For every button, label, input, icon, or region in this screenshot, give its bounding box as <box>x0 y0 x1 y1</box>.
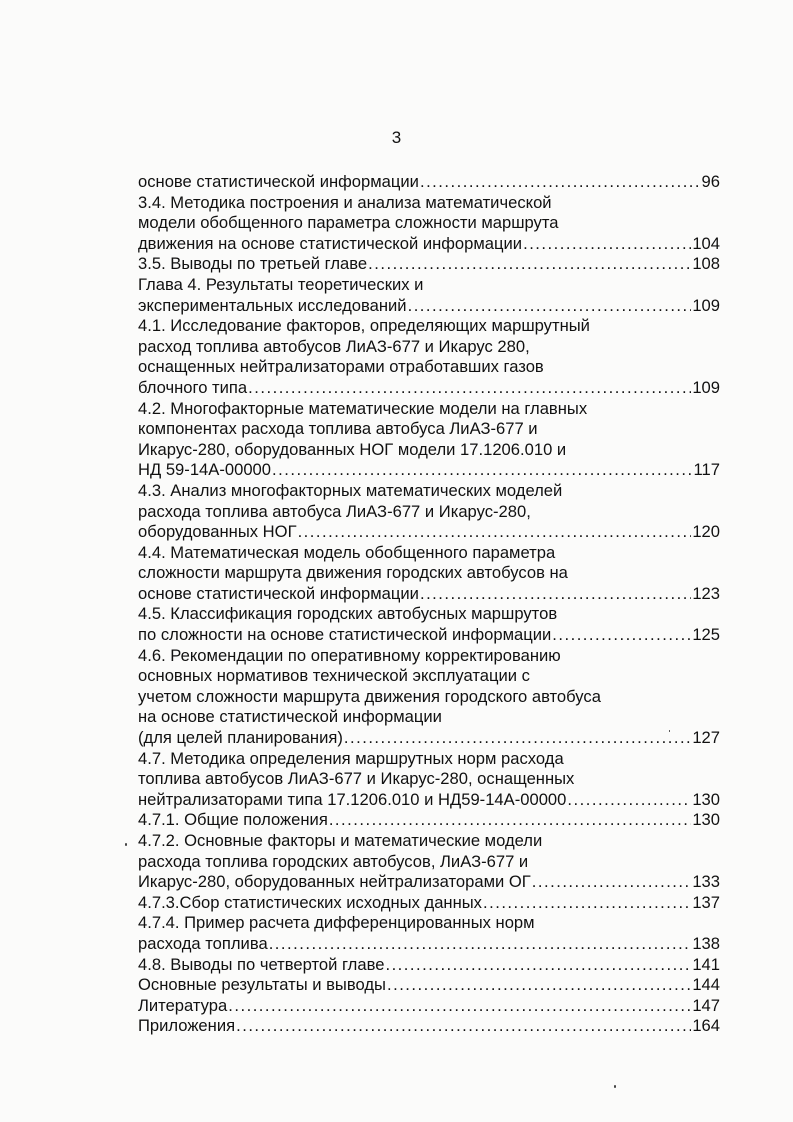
toc-entry-text: блочного типа <box>138 377 248 397</box>
toc-entry-last-line <box>138 810 720 831</box>
toc-entry-text: основе статистической информации <box>138 583 419 603</box>
toc-entry-text: 3.5. Выводы по третьей главе <box>138 254 368 274</box>
toc-entry-line <box>138 481 720 502</box>
toc-entry-line <box>138 563 720 584</box>
toc-entry-line <box>138 440 720 461</box>
toc-entry-last-line <box>138 234 720 255</box>
toc-entry <box>138 172 720 193</box>
toc-entry-text: оборудованных НОГ <box>138 522 297 542</box>
toc-entry-last-line <box>138 296 720 317</box>
toc-entry <box>138 399 720 481</box>
toc-entry-line <box>138 604 720 625</box>
toc-page-number: 117 <box>693 460 720 480</box>
toc-entry <box>138 604 720 645</box>
toc-entry-last-line <box>138 1016 720 1037</box>
toc-entry-line <box>138 502 720 523</box>
toc-page-number: 109 <box>692 377 720 397</box>
toc-leader-dots <box>420 584 691 605</box>
toc-page-number: 96 <box>701 172 720 191</box>
toc-entry-last-line <box>138 934 720 955</box>
toc-leader-dots <box>344 728 691 749</box>
toc-entry-last-line <box>138 254 720 275</box>
toc-leader-dots <box>236 1016 691 1037</box>
toc-entry-line <box>138 337 720 358</box>
toc-entry <box>138 893 720 914</box>
toc-entry-text: 4.2. Многофакторные математические модели на главных <box>138 398 588 418</box>
toc-entry-last-line <box>138 790 720 811</box>
toc-entry-text: экспериментальных исследований <box>138 295 407 315</box>
toc-entry <box>138 955 720 976</box>
toc-entry-line <box>138 316 720 337</box>
toc-leader-dots <box>387 975 691 996</box>
toc-entry <box>138 316 720 398</box>
toc-entry-last-line <box>138 955 720 976</box>
toc-entry-line <box>138 357 720 378</box>
toc-page-number: 164 <box>692 1016 720 1036</box>
toc-entry-text: Приложения <box>138 1016 236 1036</box>
toc-page-number: 108 <box>692 254 720 274</box>
toc-entry-last-line <box>138 378 720 399</box>
toc-entry-line <box>138 213 720 234</box>
toc-entry-line <box>138 707 720 728</box>
toc-page-number: 130 <box>692 810 720 830</box>
toc-entry-last-line <box>138 893 720 914</box>
toc-entry-text: 3.4. Методика построения и анализа математической <box>138 192 552 212</box>
toc-page-number: 127 <box>692 728 720 748</box>
toc-entry-last-line <box>138 460 720 481</box>
toc-entry-text: 4.4. Математическая модель обобщенного параметра <box>138 542 556 562</box>
toc-entry-text: модели обобщенного параметра сложности маршрута <box>138 213 559 233</box>
toc-entry-line <box>138 913 720 934</box>
toc-entry-text: 4.7.4. Пример расчета дифференцированных норм <box>138 913 535 933</box>
toc-entry-text: (для целей планирования) <box>138 728 343 748</box>
toc-entry <box>138 254 720 275</box>
toc-leader-dots <box>298 522 692 543</box>
toc-entry-text: расхода топлива <box>138 933 268 953</box>
scan-speck <box>614 1085 616 1088</box>
toc-entry-line <box>138 193 720 214</box>
toc-entry-text: Основные результаты и выводы <box>138 975 386 995</box>
toc-entry-text: движения на основе статистической информации <box>138 233 523 253</box>
toc-page-number: 137 <box>692 892 720 912</box>
toc-entry-text: Икарус-280, оборудованных НОГ модели 17.1206.010 и <box>138 439 567 459</box>
toc-entry <box>138 810 720 831</box>
toc-entry <box>138 749 720 811</box>
toc-entry-line <box>138 543 720 564</box>
toc-entry-line <box>138 769 720 790</box>
toc-page-number: 109 <box>692 295 720 315</box>
toc-entry-text: 4.7. Методика определения маршрутных норм расхода <box>138 748 564 768</box>
toc-entry-last-line <box>138 996 720 1017</box>
toc-page-number: 133 <box>692 872 720 892</box>
toc-entry <box>138 913 720 954</box>
toc-entry-text: по сложности на основе статистической информации <box>138 625 552 645</box>
toc-entry-text: нейтрализаторами типа 17.1206.010 и НД59-14А-00000 <box>138 789 567 809</box>
scan-speck <box>125 843 127 846</box>
toc-entry-last-line <box>138 522 720 543</box>
toc-page-number: 147 <box>692 995 720 1015</box>
toc-entry-last-line <box>138 625 720 646</box>
toc-entry-text: расход топлива автобусов ЛиАЗ-677 и Икарус 280, <box>138 336 530 356</box>
toc-entry-text: 4.7.3.Сбор статистических исходных данных <box>138 892 482 912</box>
toc-entry-line <box>138 275 720 296</box>
toc-entry <box>138 996 720 1017</box>
toc-entry-last-line <box>138 975 720 996</box>
toc-entry <box>138 193 720 255</box>
toc-entry-text: 4.7.1. Общие положения <box>138 810 328 830</box>
toc-leader-dots <box>269 934 692 955</box>
toc-entry-last-line <box>138 728 720 749</box>
toc-entry-line <box>138 666 720 687</box>
toc-leader-dots <box>420 172 701 193</box>
toc-entry-text: основных нормативов технической эксплуатации с <box>138 666 530 686</box>
toc-entry <box>138 275 720 316</box>
toc-page-number: 120 <box>692 522 720 542</box>
toc-leader-dots <box>272 460 693 481</box>
toc-entry-text: учетом сложности маршрута движения городского автобуса <box>138 686 601 706</box>
toc-leader-dots <box>408 296 692 317</box>
toc-entry-text: на основе статистической информации <box>138 707 442 727</box>
toc-entry-line <box>138 419 720 440</box>
toc-entry-line <box>138 646 720 667</box>
toc-page-number: 138 <box>692 933 720 953</box>
toc-entry-line <box>138 831 720 852</box>
toc-entry-text: 4.1. Исследование факторов, определяющих маршрутный <box>138 316 590 336</box>
toc-entry-text: компонентах расхода топлива автобуса ЛиАЗ-677 и <box>138 419 538 439</box>
toc-entry-line <box>138 852 720 873</box>
toc-entry-text: основе статистической информации <box>138 172 419 191</box>
toc-entry-line <box>138 749 720 770</box>
toc-entry-text: сложности маршрута движения городских автобусов на <box>138 563 568 583</box>
toc-entry <box>138 1016 720 1037</box>
toc-entry-text: 4.5. Классификация городских автобусных маршрутов <box>138 604 558 624</box>
toc-entry-text: Глава 4. Результаты теоретических и <box>138 274 424 294</box>
toc-entry-text: расхода топлива городских автобусов, ЛиАЗ-677 и <box>138 851 529 871</box>
toc-entry-text: НД 59-14А-00000 <box>138 460 272 480</box>
toc-leader-dots <box>567 790 691 811</box>
toc-entry-last-line <box>138 172 720 193</box>
toc-leader-dots <box>385 955 691 976</box>
toc-leader-dots <box>532 872 692 893</box>
toc-entry <box>138 543 720 605</box>
toc-leader-dots <box>483 893 691 914</box>
toc-leader-dots <box>248 378 691 399</box>
toc-leader-dots <box>228 996 691 1017</box>
toc-page-number: 125 <box>692 625 720 645</box>
toc-page-number: 123 <box>692 583 720 603</box>
toc-entry-text: 4.7.2. Основные факторы и математические модели <box>138 831 543 850</box>
toc-entry <box>138 831 720 893</box>
toc-entry-text: Икарус-280, оборудованных нейтрализаторами ОГ <box>138 872 531 892</box>
toc-page-number: 141 <box>692 954 720 974</box>
toc-leader-dots <box>329 810 692 831</box>
toc-entry-text: 4.3. Анализ многофакторных математических моделей <box>138 480 563 500</box>
toc-entry <box>138 975 720 996</box>
toc-entry-text: 4.6. Рекомендации по оперативному корректированию <box>138 645 561 665</box>
toc-page-number: 144 <box>692 975 720 995</box>
toc-entry <box>138 481 720 543</box>
toc-page-number: 104 <box>692 233 720 253</box>
toc-entry-line <box>138 687 720 708</box>
toc-entry-line <box>138 399 720 420</box>
toc-entry-last-line <box>138 872 720 893</box>
toc-entry-text: 4.8. Выводы по четвертой главе <box>138 954 385 974</box>
toc-entry-text: топлива автобусов ЛиАЗ-677 и Икарус-280, оснащенных <box>138 769 575 789</box>
scan-speck <box>669 730 670 732</box>
toc-entry-text: расхода топлива автобуса ЛиАЗ-677 и Икарус-280, <box>138 501 531 521</box>
table-of-contents <box>138 172 720 1037</box>
toc-leader-dots <box>552 625 691 646</box>
toc-leader-dots <box>523 234 691 255</box>
toc-entry <box>138 646 720 749</box>
toc-entry-text: Литература <box>138 995 228 1015</box>
toc-page-number: 130 <box>692 789 720 809</box>
toc-entry-last-line <box>138 584 720 605</box>
toc-entry-text: оснащенных нейтрализаторами отработавших газов <box>138 357 544 377</box>
toc-leader-dots <box>368 254 691 275</box>
page-number: 3 <box>391 128 402 147</box>
